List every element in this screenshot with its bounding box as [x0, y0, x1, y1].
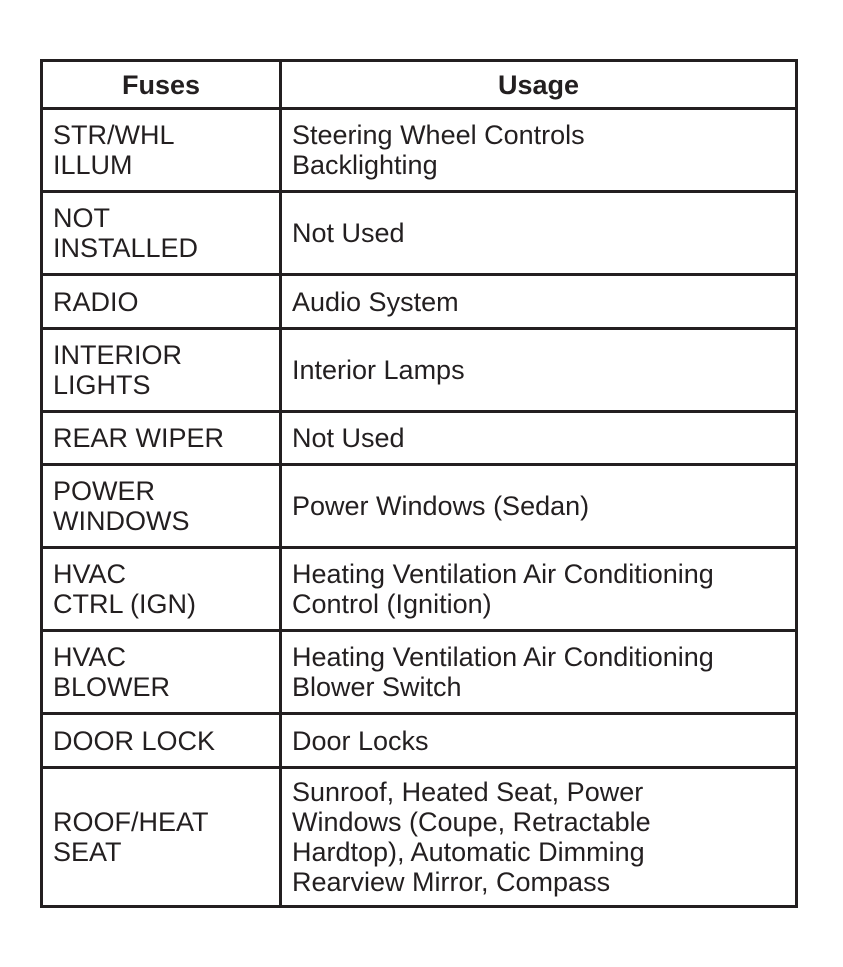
table-row — [42, 631, 797, 714]
table-row — [42, 714, 797, 768]
table-row — [42, 768, 797, 907]
fuse-name: RADIO — [42, 275, 281, 329]
fuse-name: HVAC CTRL (IGN) — [42, 548, 281, 631]
table-row — [42, 109, 797, 192]
fuse-name: ROOF/HEAT SEAT — [42, 768, 281, 907]
fuse-name: HVAC BLOWER — [42, 631, 281, 714]
fuse-name: STR/WHL ILLUM — [42, 109, 281, 192]
table-row — [42, 192, 797, 275]
fuse-name: NOT INSTALLED — [42, 192, 281, 275]
fuse-usage: Interior Lamps — [281, 329, 797, 412]
fuse-usage-table — [40, 59, 798, 908]
table-row — [42, 412, 797, 465]
fuse-usage: Heating Ventilation Air Conditioning Control (Ignition) — [281, 548, 797, 631]
table-row — [42, 275, 797, 329]
fuse-usage: Not Used — [281, 412, 797, 465]
usage-header: Usage — [281, 61, 797, 109]
fuse-name: POWER WINDOWS — [42, 465, 281, 548]
fuse-usage: Sunroof, Heated Seat, Power Windows (Coupe, Retractable Hardtop), Automatic Dimming Rearview Mirror, Compass — [281, 768, 797, 907]
fuse-usage: Not Used — [281, 192, 797, 275]
fuse-name: INTERIOR LIGHTS — [42, 329, 281, 412]
fuses-header: Fuses — [42, 61, 281, 109]
fuse-name: DOOR LOCK — [42, 714, 281, 768]
fuse-usage: Steering Wheel Controls Backlighting — [281, 109, 797, 192]
fuse-usage: Audio System — [281, 275, 797, 329]
fuse-usage: Power Windows (Sedan) — [281, 465, 797, 548]
fuse-usage: Door Locks — [281, 714, 797, 768]
fuse-name: REAR WIPER — [42, 412, 281, 465]
table-row — [42, 329, 797, 412]
fuse-usage: Heating Ventilation Air Conditioning Blower Switch — [281, 631, 797, 714]
table-row — [42, 465, 797, 548]
table-row — [42, 548, 797, 631]
header-row — [42, 61, 797, 109]
